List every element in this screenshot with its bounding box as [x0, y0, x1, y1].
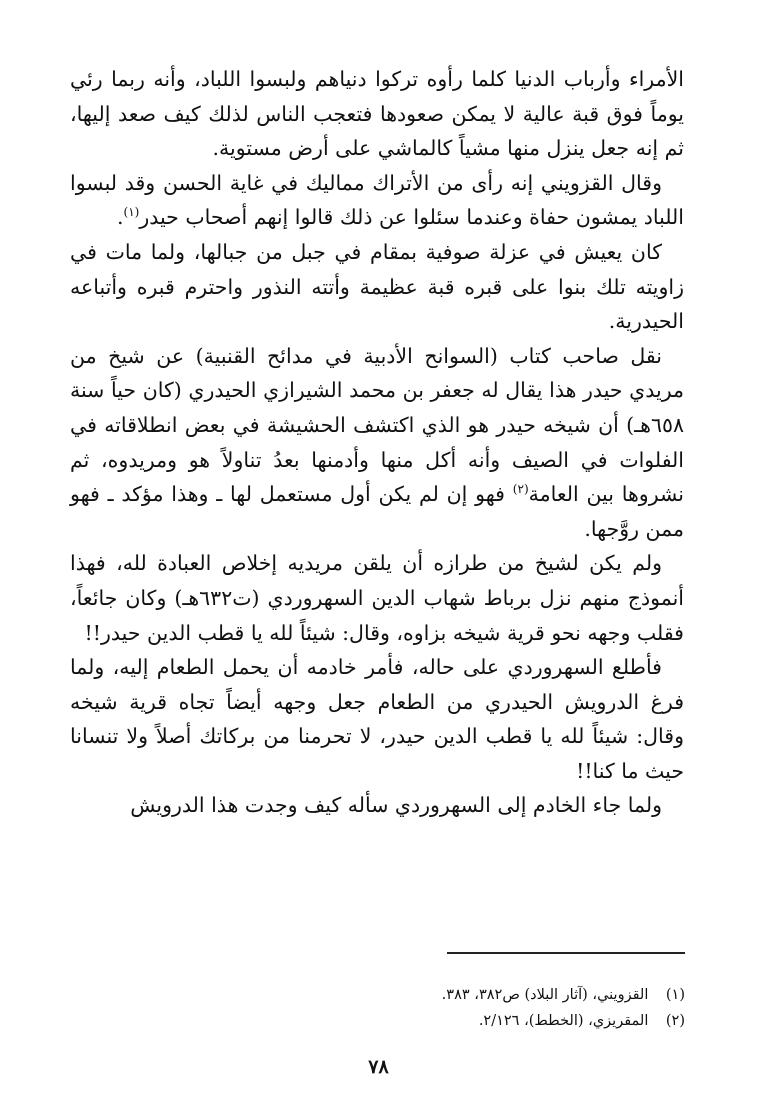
footnote-text: القزويني، (آثار البلاد) ص٣٨٢، ٣٨٣. — [441, 987, 649, 1003]
footnote-ref-1: (١) — [123, 205, 140, 220]
paragraph-end: . — [116, 205, 124, 230]
footnote-1 — [125, 982, 685, 1008]
paragraph-suhrawardi — [70, 546, 684, 650]
paragraph-sawanih — [70, 339, 684, 547]
paragraph-servant — [70, 788, 684, 823]
paragraph-seclusion — [70, 235, 684, 339]
footnotes — [125, 982, 685, 1034]
paragraph-dervish — [70, 650, 684, 788]
footnote-separator — [447, 952, 685, 954]
page-number: ٧٨ — [368, 1056, 389, 1078]
body-text — [70, 62, 684, 823]
paragraph-continued — [70, 62, 684, 166]
paragraph-text: نقل صاحب كتاب (السوانح الأدبية في مدائح القنبية) عن شيخ من مريدي حيدر هذا يقال له جعفر بن محمد الشيرازي الحيدري (كان حياً سنة ٦٥٨هـ) أن شيخه حيدر هو الذي اكتشف الحشيشة في بعض انطلاقاته في الفلوات في الصيف وأنه أكل منها وأدمنها بعدُ تناولاً هو ومريدوه، ثم نشروها بين العامة — [70, 343, 684, 507]
footnote-number: (٢) — [665, 1013, 685, 1029]
footnote-ref-2: (٢) — [512, 482, 529, 497]
paragraph-qazwini — [70, 166, 684, 235]
paragraph-text: ولم يكن لشيخ من طرازه أن يلقن مريديه إخلاص العبادة لله، فهذا أنموذج منهم نزل برباط شهاب الدين السهروردي (ت٦٣٢هـ) وكان جائعاً، فقلب وجهه نحو قرية شيخه بزاوه، وقال: شيئاً لله يا قطب الدين حيدر!! — [70, 551, 684, 645]
paragraph-text: الأمراء وأرباب الدنيا كلما رأوه تركوا دنياهم ولبسوا اللباد، وأنه ربما رئي يوماً فوق قبة عالية لا يمكن صعودها فتعجب الناس لذلك كيف صعد إليها، ثم إنه جعل ينزل منها مشياً كالماشي على أرض مستوية. — [70, 67, 684, 161]
footnote-text: المقريزي، (الخطط)، ٢/١٢٦. — [478, 1013, 649, 1029]
paragraph-text: فأطلع السهروردي على حاله، فأمر خادمه أن يحمل الطعام إليه، ولما فرغ الدرويش الحيدري من الطعام جعل وجهه أيضاً تجاه قرية شيخه وقال: شيئاً لله يا قطب الدين حيدر، لا تحرمنا من بركاتك أصلاً ولا تنسانا حيث ما كنا!! — [70, 655, 684, 783]
paragraph-text: فهو إن لم يكن أول مستعمل لها ـ وهذا مؤكد ـ فهو ممن روَّجها. — [70, 482, 684, 541]
footnote-number: (١) — [665, 987, 685, 1003]
paragraph-text: كان يعيش في عزلة صوفية بمقام في جبل من جبالها، ولما مات في زاويته تلك بنوا على قبره قبة عظيمة وأتته النذور واحترم قبره وأتباعه الحيدرية. — [70, 239, 684, 334]
paragraph-text: وقال القزويني إنه رأى من الأتراك مماليك في غاية الحسن وقد لبسوا اللباد يمشون حفاة وعندما سئلوا عن ذلك قالوا إنهم أصحاب حيدر — [70, 170, 684, 230]
paragraph-text: ولما جاء الخادم إلى السهروردي سأله كيف وجدت هذا الدرويش — [130, 793, 662, 818]
footnote-2 — [125, 1008, 685, 1034]
